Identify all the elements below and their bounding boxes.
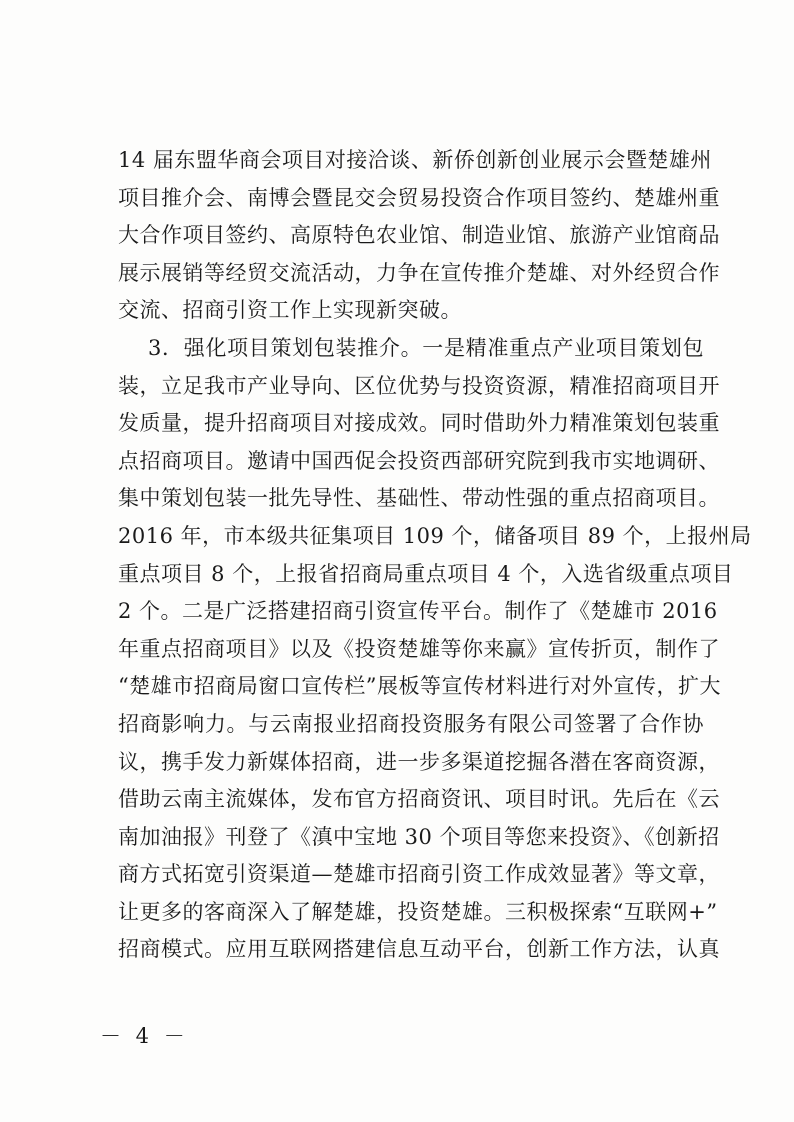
text-line: 商方式拓宽引资渠道—楚雄市招商引资工作成效显著》等文章， xyxy=(118,862,720,887)
text-line: 招商影响力。与云南报业招商投资服务有限公司签署了合作协 xyxy=(118,711,704,736)
text-line: “楚雄市招商局窗口宣传栏”展板等宣传材料进行对外宣传，扩大 xyxy=(118,674,721,699)
text-line: 南加油报》刊登了《滇中宝地 30 个项目等您来投资》、《创新招 xyxy=(118,824,720,849)
text-line: 2016 年，市本级共征集项目 109 个，储备项目 89 个，上报州局 xyxy=(118,523,752,548)
text-line: 项目推介会、南博会暨昆交会贸易投资合作项目签约、楚雄州重 xyxy=(118,185,720,210)
text-line: 重点项目 8 个，上报省招商局重点项目 4 个，入选省级重点项目 xyxy=(118,561,734,586)
text-line: 点招商项目。邀请中国西促会投资西部研究院到我市实地调研、 xyxy=(118,448,720,473)
text-line: 借助云南主流媒体，发布官方招商资讯、项目时讯。先后在《云 xyxy=(118,787,720,812)
text-line: 装，立足我市产业导向、区位优势与投资资源，精准招商项目开 xyxy=(118,373,720,398)
text-line: 议，携手发力新媒体招商，进一步多渠道挖掘各潜在客商资源， xyxy=(118,749,720,774)
body-text xyxy=(118,142,752,969)
text-line: 2 个。二是广泛搭建招商引资宣传平台。制作了《楚雄市 2016 xyxy=(118,599,718,624)
text-line: 让更多的客商深入了解楚雄，投资楚雄。三积极探索“互联网+” xyxy=(118,899,718,924)
text-line: 展示展销等经贸交流活动，力争在宣传推介楚雄、对外经贸合作 xyxy=(118,260,720,285)
page-number: － 4 － xyxy=(100,1024,189,1048)
text-line: 14 届东盟华商会项目对接洽谈、新侨创新创业展示会暨楚雄州 xyxy=(118,148,712,172)
text-line: 发质量，提升招商项目对接成效。同时借助外力精准策划包装重 xyxy=(118,411,720,436)
text-line: 年重点招商项目》以及《投资楚雄等你来赢》宣传折页，制作了 xyxy=(118,636,720,661)
text-line: 交流、招商引资工作上实现新突破。 xyxy=(118,298,462,323)
text-line: 集中策划包装一批先导性、基础性、带动性强的重点招商项目。 xyxy=(118,486,720,511)
section-heading-line: 3．强化项目策划包装推介。一是精准重点产业项目策划包 xyxy=(148,335,704,360)
text-line: 招商模式。应用互联网搭建信息互动平台，创新工作方法，认真 xyxy=(118,937,720,962)
text-line: 大合作项目签约、高原特色农业馆、制造业馆、旅游产业馆商品 xyxy=(118,223,720,248)
